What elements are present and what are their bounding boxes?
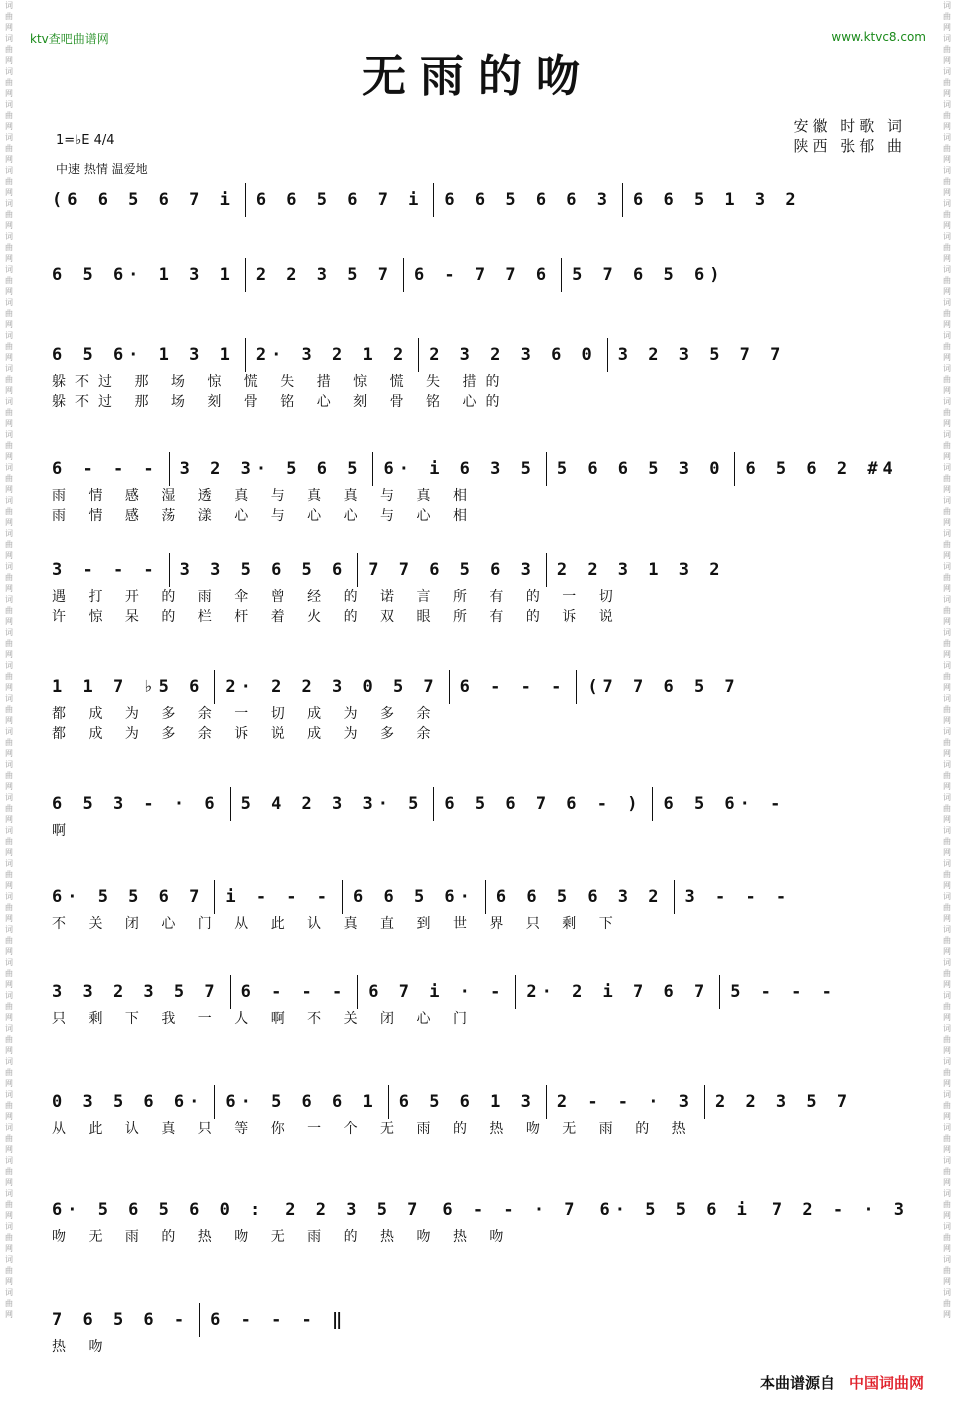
notes-line [52, 183, 908, 217]
notes-line [52, 975, 908, 1009]
measure: 3 3 2 3 5 7 [52, 982, 220, 1002]
score-row [52, 670, 908, 744]
song-title: 无雨的吻 [362, 51, 594, 102]
measure: 6 - 7 7 6 [413, 265, 552, 285]
notes-line [52, 553, 908, 587]
measure: 6 6 5 6 7 i [255, 190, 424, 210]
measure: 6 - - - ‖ [210, 1310, 348, 1330]
measure: 2 2 3 1 3 2 [556, 560, 725, 580]
lyrics-line: 不 关 闭 心 门 从 此 认 真 直 到 世 界 只 剩 下 [52, 916, 622, 932]
measure: 6 6 5 6 3 2 [495, 887, 664, 907]
measure: 6· i 6 3 5 [383, 459, 536, 479]
lyrics-line: 吻 无 雨 的 热 吻 无 雨 的 热 吻 热 吻 [52, 1229, 513, 1245]
notes-line [52, 670, 908, 704]
lyrics-line: 都 成 为 多 余 诉 说 成 为 多 余 [52, 726, 440, 742]
measure: 2 3 2 3 6 0 [429, 345, 597, 365]
bar-line [199, 1303, 200, 1337]
bar-line [403, 258, 404, 292]
lyrics-line: 雨 情 感 湿 透 真 与 真 真 与 真 相 [52, 488, 476, 504]
bar-line [704, 1085, 705, 1119]
lyrics-line: 雨 情 感 荡 漾 心 与 心 心 与 心 相 [52, 508, 476, 524]
measure: 7 2 - · 3 [771, 1200, 910, 1220]
bar-line [607, 338, 608, 372]
bar-line [652, 787, 653, 821]
bar-line [674, 880, 675, 914]
measure: 6 6 5 6 6 3 [444, 190, 613, 210]
measure: 7 6 5 6 - [52, 1310, 190, 1330]
measure: 2 2 3 5 7 [714, 1092, 853, 1112]
bar-line [214, 1085, 215, 1119]
measure: 2· 2 2 3 0 5 7 [225, 677, 439, 697]
bar-line [433, 787, 434, 821]
measure: 5 6 6 5 3 0 [556, 459, 725, 479]
bar-line [546, 1085, 547, 1119]
bar-line [561, 258, 562, 292]
measure: 6 - - - [240, 982, 348, 1002]
watermark-left: ktv查吧曲谱网 [30, 32, 109, 46]
composer: 陕西 张郁 曲 [793, 137, 906, 155]
lyrics-line: 啊 [52, 823, 75, 839]
measure: 6· 5 5 6 i [599, 1200, 752, 1220]
measure: 3 - - - [52, 560, 159, 580]
notes-line [52, 338, 908, 372]
lyrics-line: 遇 打 开 的 雨 伞 曾 经 的 诺 言 所 有 的 一 切 [52, 589, 622, 605]
bar-line [169, 452, 170, 486]
footer-site: 中国词曲网 [848, 1374, 924, 1392]
score-row [52, 183, 908, 217]
credits [793, 116, 906, 156]
measure: 6 5 6· 1 3 1 [52, 345, 235, 365]
measure: 3 2 3 5 7 7 [617, 345, 786, 365]
lyrics-line: 都 成 为 多 余 一 切 成 为 多 余 [52, 706, 440, 722]
tempo-marking: 中速 热情 温爱地 [56, 162, 148, 176]
bar-line [342, 880, 343, 914]
measure: 6 6 5 1 3 2 [633, 190, 801, 210]
bar-line [245, 258, 246, 292]
measure: 6 5 6 2 #4 [745, 459, 898, 479]
score-row [52, 975, 908, 1029]
footer-source: 本曲谱源自 [759, 1374, 835, 1392]
bar-line [245, 338, 246, 372]
measure: 3 3 5 6 5 6 [179, 560, 348, 580]
measure: 6 7 i · - [368, 982, 506, 1002]
bar-line [546, 452, 547, 486]
bar-line [230, 975, 231, 1009]
lyrics-line: 只 剩 下 我 一 人 啊 不 关 闭 心 门 [52, 1011, 476, 1027]
measure: 6· 5 6 6 1 [225, 1092, 378, 1112]
notes-line [52, 1193, 908, 1227]
measure: 2 - - · 3 [556, 1092, 694, 1112]
bar-line [449, 670, 450, 704]
measure: (6 6 5 6 7 i [52, 190, 235, 210]
key-signature: 1=♭E 4/4 [56, 133, 115, 148]
measure: 2 2 3 5 7 [255, 265, 393, 285]
lyrics-line: 从 此 认 真 只 等 你 一 个 无 雨 的 热 吻 无 雨 的 热 [52, 1121, 695, 1137]
bar-line [388, 1085, 389, 1119]
bar-line [214, 880, 215, 914]
lyrics-line: 躲不过 那 场 刻 骨 铭 心 刻 骨 铭 心的 [52, 394, 509, 410]
bar-line [372, 452, 373, 486]
measure: 6 - - · 7 [442, 1200, 580, 1220]
measure: 6 5 3 - · 6 [52, 794, 220, 814]
score-row [52, 553, 908, 627]
lyrics-line: 热 吻 [52, 1339, 112, 1355]
measure: 5 4 2 3 3· 5 [240, 794, 424, 814]
bar-line [734, 452, 735, 486]
score-row [52, 338, 908, 412]
bar-line [230, 787, 231, 821]
measure: 1 1 7 ♭5 6 [52, 677, 205, 697]
measure: 6 6 5 6· [353, 887, 475, 907]
side-watermark-right: 词曲网词曲网词曲网词曲网词曲网词曲网词曲网词曲网词曲网词曲网词曲网词曲网词曲网词曲网词曲网词曲网词曲网词曲网词曲网词曲网词曲网词曲网词曲网词曲网词曲网词曲网词曲网词曲网词曲网词曲网词曲网词曲网词曲网词曲网词曲网词曲网词曲网词曲网词曲网词曲网 [943, 1, 951, 1319]
lyrics-line: 躲不过 那 场 惊 慌 失 措 惊 慌 失 措的 [52, 374, 509, 390]
bar-line [433, 183, 434, 217]
footer [760, 1372, 924, 1393]
notes-line [52, 1303, 908, 1337]
measure: 6 5 6 1 3 [398, 1092, 536, 1112]
bar-line [546, 553, 547, 587]
measure: 6 5 6· 1 3 1 [52, 265, 235, 285]
score-row [52, 1085, 908, 1139]
watermark-right: www.ktvc8.com [831, 30, 926, 44]
measure: 6 - - - [52, 459, 159, 479]
measure: 6 - - - [459, 677, 567, 697]
bar-line [719, 975, 720, 1009]
measure: 3 - - - [684, 887, 792, 907]
measure: i - - - [225, 887, 333, 907]
notes-line [52, 880, 908, 914]
score-row [52, 258, 908, 292]
score-row [52, 1193, 908, 1247]
measure: 3 2 3· 5 6 5 [179, 459, 363, 479]
bar-line [622, 183, 623, 217]
measure: 2· 2 i 7 6 7 [526, 982, 710, 1002]
measure: 6 5 6· - [663, 794, 786, 814]
lyricist: 安徽 时歌 词 [793, 117, 906, 135]
measure: 6· 5 5 6 7 [52, 887, 205, 907]
bar-line [515, 975, 516, 1009]
bar-line [245, 183, 246, 217]
measure: 2· 3 2 1 2 [255, 345, 409, 365]
notes-line [52, 787, 908, 821]
measure: 2 2 3 5 7 [285, 1200, 423, 1220]
measure: 6 5 6 7 6 - ) [444, 794, 643, 814]
score-row [52, 880, 908, 934]
notes-line [52, 452, 908, 486]
measure: (7 7 6 5 7 [587, 677, 740, 697]
score-row [52, 1303, 908, 1357]
score-row [52, 452, 908, 526]
measure: 6· 5 6 5 6 0 : [52, 1200, 266, 1220]
notes-line [52, 258, 908, 292]
measure: 5 7 6 5 6) [572, 265, 725, 285]
measure: 5 - - - [730, 982, 837, 1002]
notes-line [52, 1085, 908, 1119]
bar-line [357, 553, 358, 587]
bar-line [357, 975, 358, 1009]
bar-line [485, 880, 486, 914]
score-row [52, 787, 908, 841]
measure: 0 3 5 6 6· [52, 1092, 205, 1112]
bar-line [214, 670, 215, 704]
bar-line [576, 670, 577, 704]
side-watermark-left: 词曲网词曲网词曲网词曲网词曲网词曲网词曲网词曲网词曲网词曲网词曲网词曲网词曲网词曲网词曲网词曲网词曲网词曲网词曲网词曲网词曲网词曲网词曲网词曲网词曲网词曲网词曲网词曲网词曲网词曲网词曲网词曲网词曲网词曲网词曲网词曲网词曲网词曲网词曲网词曲网 [5, 1, 13, 1319]
lyrics-line: 许 惊 呆 的 栏 杆 着 火 的 双 眼 所 有 的 诉 说 [52, 609, 622, 625]
bar-line [418, 338, 419, 372]
measure: 7 7 6 5 6 3 [368, 560, 536, 580]
bar-line [169, 553, 170, 587]
